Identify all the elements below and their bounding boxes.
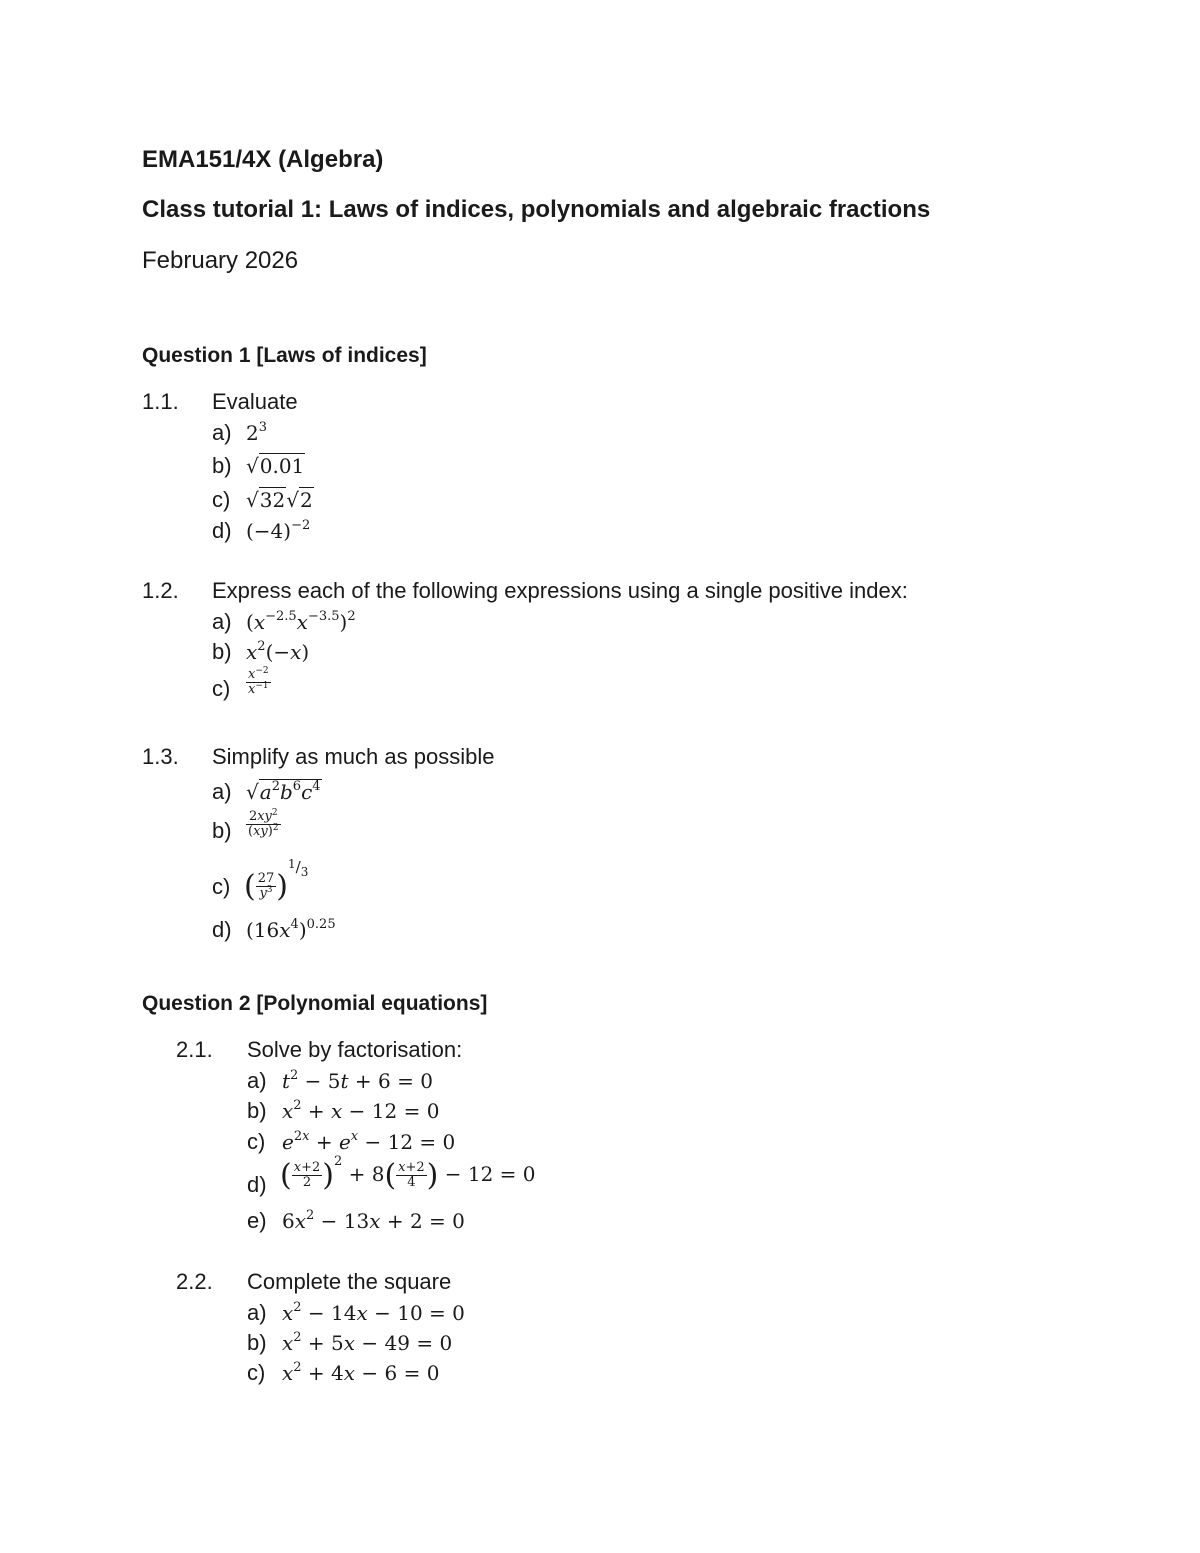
math-expression: $6x^2 - 13x + 2 = 0$ [282,1208,465,1233]
item-label: a) [212,420,232,445]
item-label: c) [212,874,231,899]
math-expression: √0.01 [246,454,305,478]
subquestion-number: 2.2. [176,1269,213,1294]
tutorial-title: Class tutorial 1: Laws of indices, polynomials and algebraic fractions [142,196,931,223]
math-expression: √32√2 [246,488,313,512]
subquestion-text: Express each of the following expressions using a single positive index: [212,578,908,603]
math-expression: $(x^{-2.5}x^{-3.5})^2$ [246,609,356,634]
date: February 2026 [142,247,299,274]
math-expression: $t^2 - 5t + 6 = 0$ [282,1068,433,1093]
item-label: b) [212,453,232,478]
item-label: c) [212,487,231,512]
item-label: a) [212,609,232,634]
math-expression: $(-4)^{-2}$ [246,518,311,543]
math-expression: ( $\frac{x+2}{2}$ )$^2$ + 8( $\frac{x+2}{4}$ ) − 12 = 0 [280,1154,536,1193]
item-label: b) [247,1098,267,1123]
math-expression: $x^2 - 14x - 10 = 0$ [282,1300,465,1325]
subquestion-number: 1.1. [142,389,179,414]
math-expression: $(16x^4)^{0.25}$ [246,917,336,942]
subquestion-number: 1.3. [142,744,179,769]
item-label: d) [212,917,232,942]
subquestion-text: Evaluate [212,389,298,414]
question-1-heading: Question 1 [Laws of indices] [142,344,427,367]
math-expression: $x^2 + 4x - 6 = 0$ [282,1360,440,1385]
item-label: d) [212,518,232,543]
item-label: c) [247,1129,266,1154]
subquestion-number: 2.1. [176,1037,213,1062]
math-expression: $x^2 + 5x - 49 = 0$ [282,1330,453,1355]
item-label: d) [247,1172,267,1197]
item-label: b) [247,1330,267,1355]
math-expression: $x^2(-x)$ [246,639,310,664]
subquestion-text: Simplify as much as possible [212,744,495,769]
subquestion-number: 1.2. [142,578,179,603]
math-expression: ( $\frac{27}{y^3}$ )$^{^1/_3}$ [244,857,309,904]
item-label: a) [212,779,232,804]
math-expression: $\frac{2xy^2}{(xy)^2}$ [248,808,279,839]
question-2-heading: Question 2 [Polynomial equations] [142,992,488,1015]
item-label: b) [212,639,232,664]
item-label: c) [247,1360,266,1385]
math-expression: $e^{2x} + e^x - 12 = 0$ [282,1129,456,1154]
item-label: e) [247,1208,267,1233]
math-expression: $\frac{x^{-2}}{x^{-1}}$ [248,666,269,697]
subquestion-text: Complete the square [247,1269,452,1294]
math-expression: $√a^2b^6c^4$ [246,779,321,804]
item-label: b) [212,818,232,843]
item-label: a) [247,1068,267,1093]
item-label: c) [212,676,231,701]
subquestion-text: Solve by factorisation: [247,1037,463,1062]
course-title: EMA151/4X (Algebra) [142,146,384,173]
math-expression: $2^3$ [246,420,268,445]
math-expression: $x^2 + x - 12 = 0$ [282,1098,440,1123]
item-label: a) [247,1300,267,1325]
